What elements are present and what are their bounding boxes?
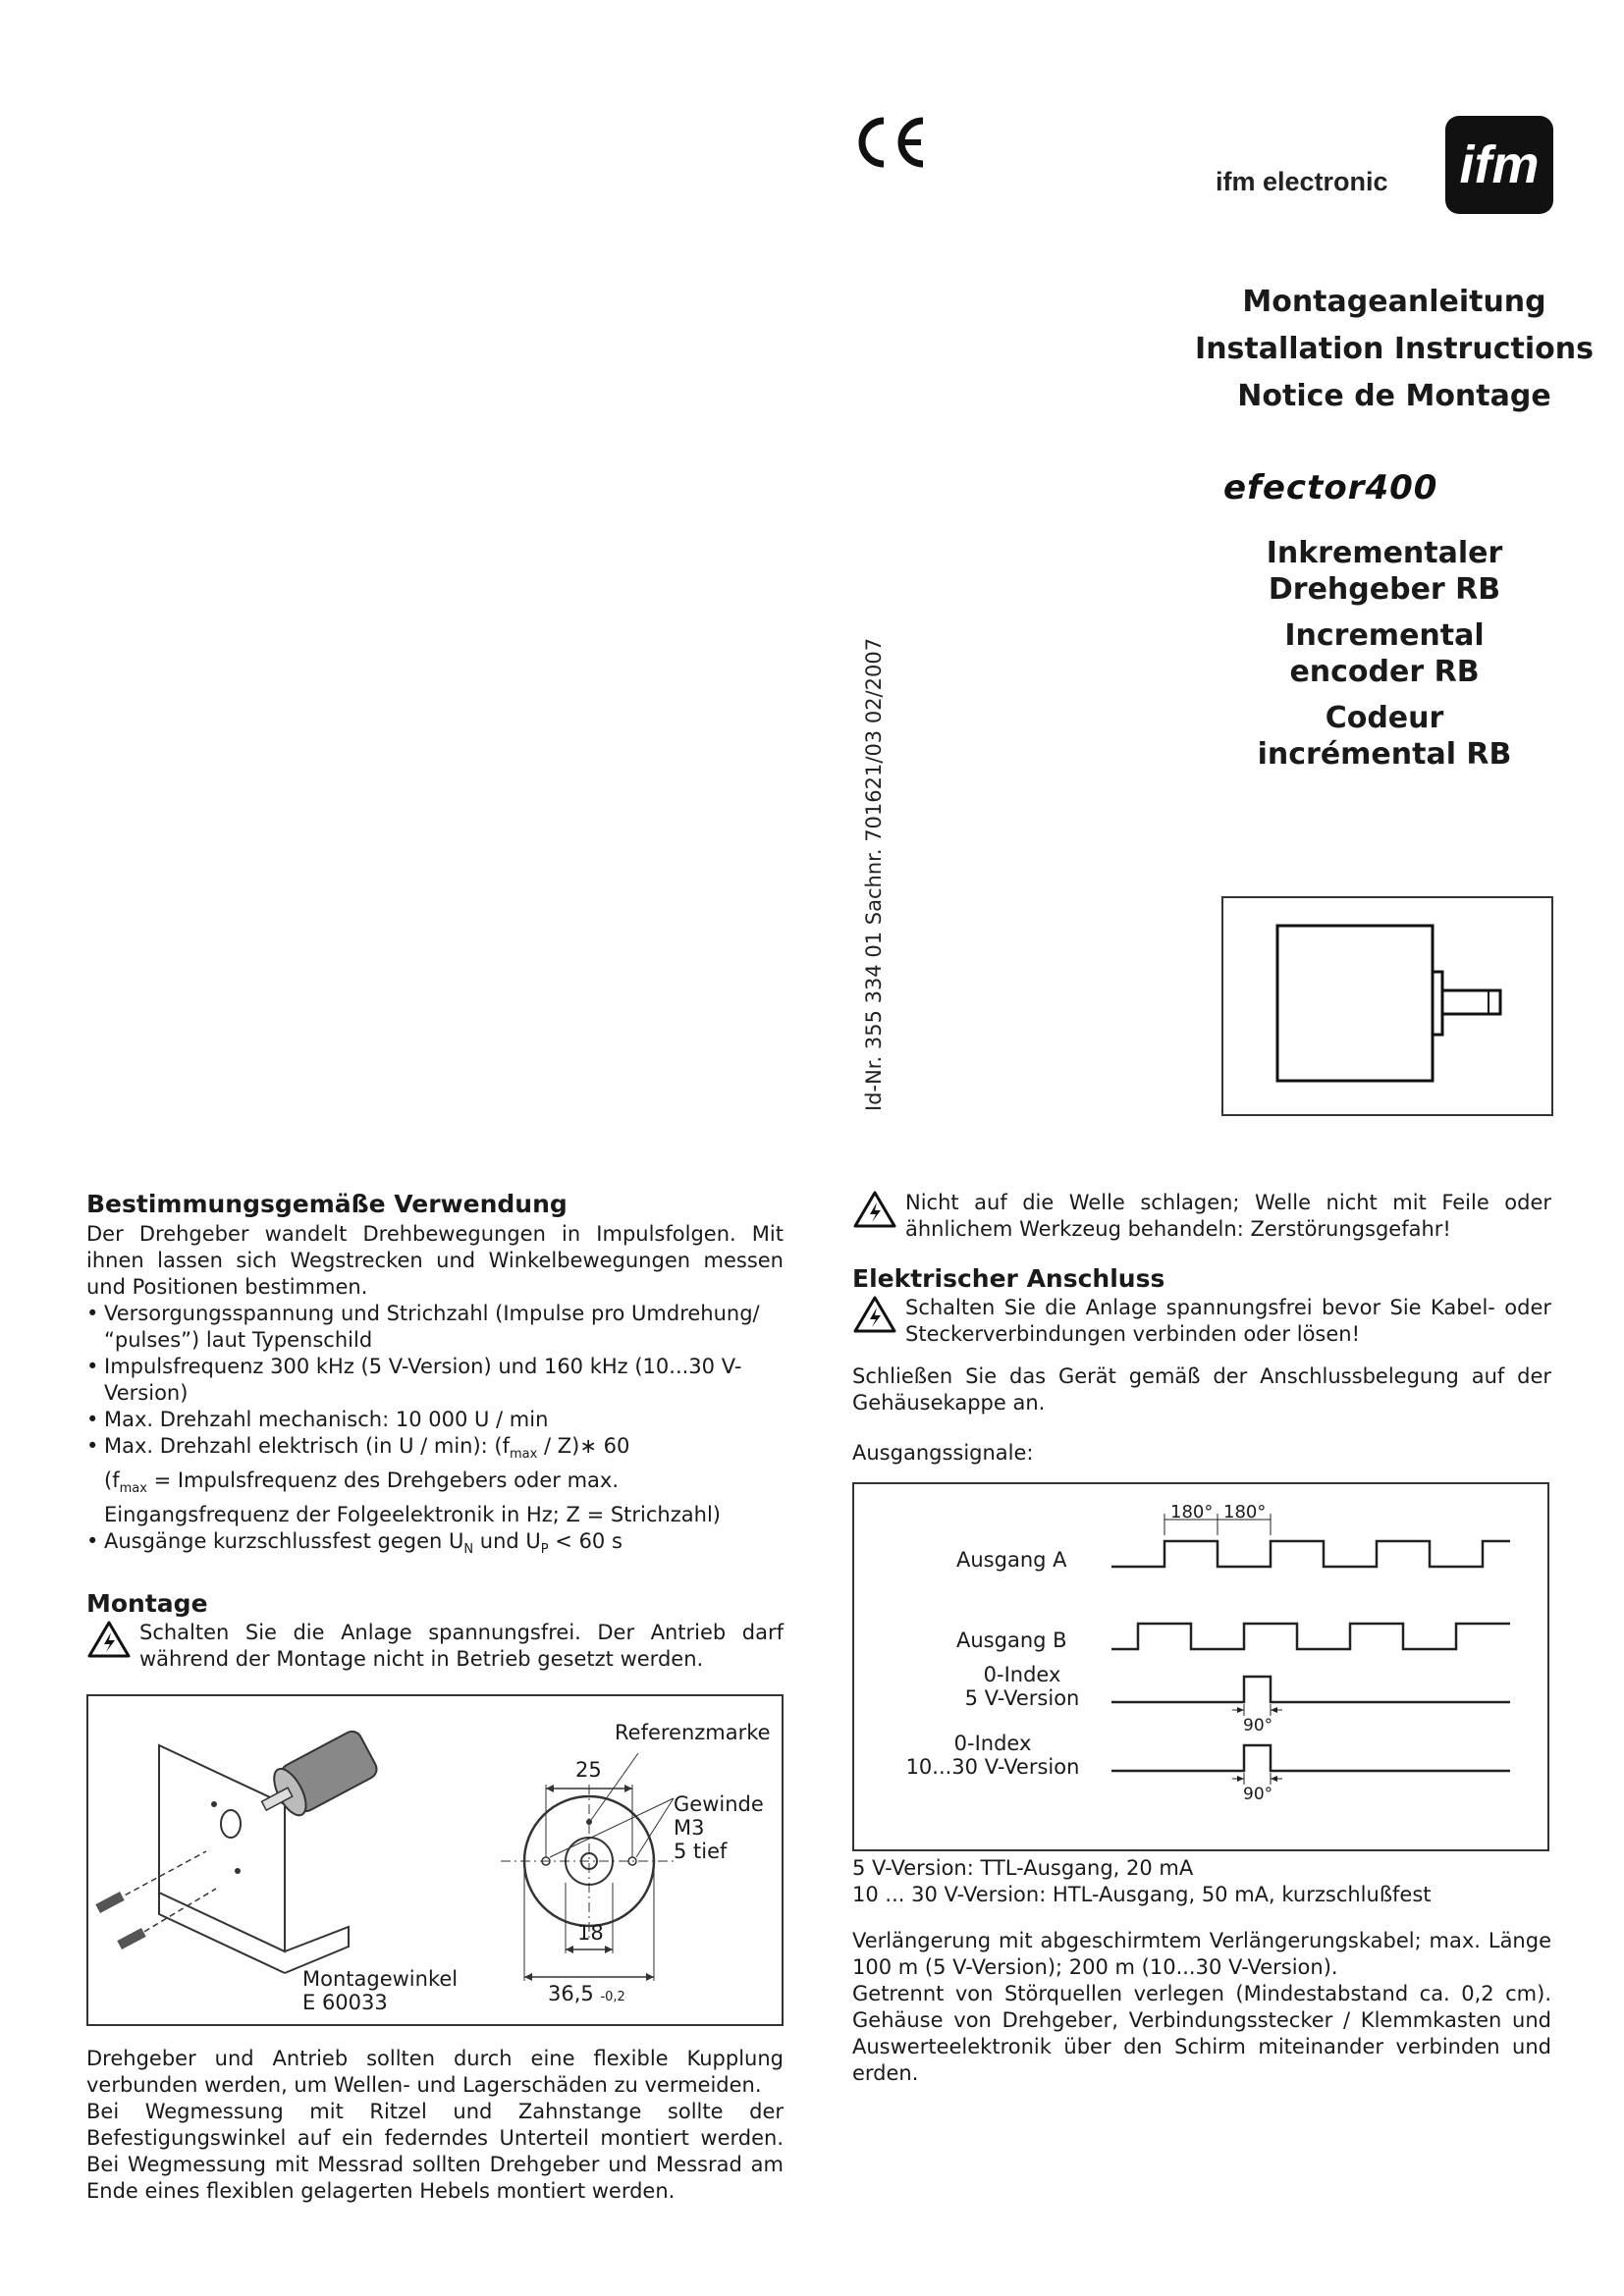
spec-10v: 10 ... 30 V-Version: HTL-Ausgang, 50 mA, kurzschlußfest (852, 1883, 1432, 1906)
elec-speed-sub: max (510, 1447, 538, 1463)
product-fr-2: incrémental RB (1257, 737, 1512, 772)
list-item: • Versorgungsspannung und Strichzahl (Impulse pro Umdrehung/ “pulses”) laut Typenschild (86, 1301, 784, 1354)
label-index-5v-2: 5 V-Version (964, 1686, 1080, 1710)
right-column (852, 1190, 1551, 2087)
label-ausgang-a: Ausgang A (956, 1548, 1067, 1572)
label-gewinde (674, 1792, 764, 1863)
connection-text: Schließen Sie das Gerät gemäß der Anschlussbelegung auf der Gehäusekappe an. (852, 1364, 1551, 1415)
outputs-mid: und U (473, 1529, 541, 1554)
label-index-5v-1: 0-Index (983, 1663, 1061, 1686)
label-index-10v-1: 0-Index (953, 1732, 1032, 1755)
document-titles (1178, 279, 1610, 420)
label-180-a: 180° (1170, 1502, 1214, 1522)
fmax-rest: = Impulsfrequenz des Drehgebers oder max. Eingangsfrequenz der Folgeelektronik in Hz; Z = Strichzahl) (104, 1468, 721, 1527)
label-bracket-1: Montagewinkel (302, 1966, 459, 1991)
list-item: • Max. Drehzahl mechanisch: 10 000 U / min (86, 1407, 784, 1433)
label-90-a: 90° (1243, 1716, 1273, 1735)
spec-list-2 (86, 1528, 784, 1563)
list-item (86, 1528, 784, 1563)
series-logo-text: efector400 (1223, 468, 1438, 507)
title-fr: Notice de Montage (1237, 379, 1551, 413)
warning-voltage-icon (86, 1620, 132, 1659)
outputs-text: Ausgänge kurzschlussfest gegen U (104, 1529, 464, 1554)
encoder-outline-icon (1223, 898, 1551, 1114)
label-index-10v-2: 10...30 V-Version (905, 1755, 1080, 1779)
brand-name: ifm electronic (1216, 167, 1388, 196)
encoder-picture (1221, 896, 1553, 1116)
label-index-5v (956, 1663, 1088, 1710)
product-fr-1: Codeur (1325, 701, 1444, 735)
label-dim-25: 25 (575, 1757, 602, 1782)
label-thread-2: M3 (674, 1815, 705, 1840)
mounting-heading: Montage (86, 1588, 208, 1618)
elec-speed-end: / Z)∗ 60 (537, 1434, 630, 1458)
product-de-2: Drehgeber RB (1268, 572, 1501, 607)
label-thread-3: 5 tief (674, 1839, 728, 1863)
routing-text: Getrennt von Störquellen verlegen (Mindestabstand ca. 0,2 cm). Gehäuse von Drehgeber, Verbindungsstecker / Klemmkasten und Auswerteelektronik über den Schirm miteinander verbinden und erden. (852, 1982, 1551, 2085)
product-names (1208, 535, 1561, 773)
coupling-text: Drehgeber und Antrieb sollten durch eine flexible Kupplung verbunden werden, um Wellen- und Lagerschäden zu vermeiden. (86, 2046, 784, 2097)
ce-mark (852, 113, 931, 176)
label-180-b: 180° (1223, 1502, 1267, 1522)
left-column (86, 1190, 784, 2205)
outputs-end: < 60 s (548, 1529, 623, 1554)
title-en: Installation Instructions (1195, 332, 1594, 366)
cable-text: Verlängerung mit abgeschirmtem Verlängerungskabel; max. Länge 100 m (5 V-Version); 200 m (10...30 V-Version). (852, 1929, 1551, 1979)
label-90-b: 90° (1243, 1785, 1273, 1804)
mounting-warning (86, 1620, 784, 1673)
warning-voltage-icon (852, 1295, 897, 1334)
list-item (86, 1433, 784, 1468)
shaft-warning-text: Nicht auf die Welle schlagen; Welle nicht mit Feile oder ähnlichem Werkzeug behandeln: Zerstörungsgefahr! (905, 1191, 1551, 1241)
ce-mark-icon (852, 113, 931, 172)
label-referenzmarke: Referenzmarke (615, 1720, 771, 1744)
label-bracket (302, 1967, 458, 2014)
document-id: Id-Nr. 355 334 01 Sachnr. 701621/03 02/2007 (862, 637, 886, 1111)
fmax-open: (f (104, 1468, 120, 1493)
intended-use-heading: Bestimmungsgemäße Verwendung (86, 1190, 568, 1218)
label-ausgang-b: Ausgang B (956, 1629, 1067, 1652)
outputs-sub-n: N (463, 1542, 474, 1558)
product-en-2: encoder RB (1289, 655, 1480, 689)
measuring-text: Bei Wegmessung mit Ritzel und Zahnstange sollte der Befestigungswinkel auf ein federndes Unterteil montiert werden. Bei Wegmessung mit Messrad sollten Drehgeber und Messrad am Ende eines flexiblen gelagerten Hebels montiert werden. (86, 2099, 784, 2203)
signals-label: Ausgangssignale: (852, 1441, 1034, 1465)
label-dim-18: 18 (577, 1920, 604, 1945)
electrical-heading: Elektrischer Anschluss (852, 1264, 1165, 1293)
fmax-note (86, 1468, 784, 1528)
label-thread-1: Gewinde (674, 1791, 764, 1816)
spec-list (86, 1301, 784, 1468)
title-de: Montageanleitung (1242, 285, 1546, 319)
series-logo (1223, 467, 1479, 510)
elec-speed-text: Max. Drehzahl elektrisch (in U / min): (f (104, 1434, 510, 1458)
label-dim-36 (548, 1981, 625, 2010)
electrical-warning (852, 1295, 1551, 1348)
signals-diagram (852, 1482, 1549, 1851)
mounting-diagram (86, 1694, 784, 2026)
warning-voltage-icon (852, 1190, 897, 1229)
outputs-sub-p: P (540, 1542, 549, 1558)
label-dim-36-tol: -0,2 (600, 1989, 625, 2004)
product-en-1: Incremental (1284, 618, 1485, 653)
label-bracket-2: E 60033 (302, 1990, 388, 2014)
ifm-logo (1445, 116, 1553, 214)
ifm-logo-text: ifm (1459, 135, 1540, 194)
shaft-warning (852, 1190, 1551, 1243)
list-item: • Impulsfrequenz 300 kHz (5 V-Version) und 160 kHz (10...30 V-Version) (86, 1354, 784, 1407)
fmax-sub: max (119, 1481, 147, 1497)
efector-logo-icon (1223, 467, 1479, 507)
label-index-10v (897, 1732, 1088, 1779)
intended-use-text: Der Drehgeber wandelt Drehbewegungen in Impulsfolgen. Mit ihnen lassen sich Wegstrecken und Winkelbewegungen messen und Positionen bestimmen. (86, 1222, 784, 1299)
mounting-warning-text: Schalten Sie die Anlage spannungsfrei. Der Antrieb darf während der Montage nicht in Betrieb gesetzt werden. (139, 1620, 784, 1671)
product-de-1: Inkrementaler (1266, 536, 1503, 570)
spec-5v: 5 V-Version: TTL-Ausgang, 20 mA (852, 1856, 1194, 1880)
electrical-warning-text: Schalten Sie die Anlage spannungsfrei bevor Sie Kabel- oder Steckerverbindungen verbinden oder lösen! (905, 1296, 1551, 1346)
label-dim-36-value: 36,5 (548, 1981, 594, 2005)
